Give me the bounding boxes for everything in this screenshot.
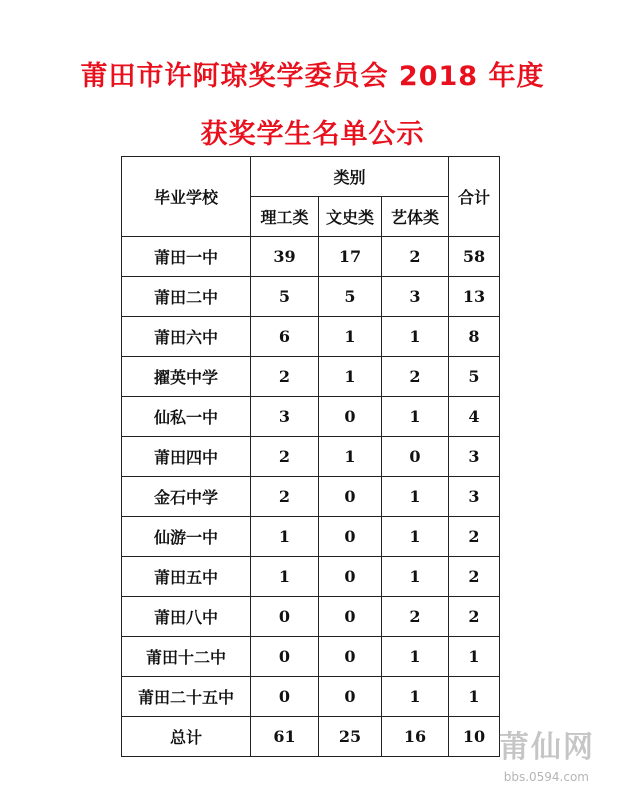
- watermark-url: bbs.0594.com: [503, 770, 589, 784]
- school-cell: 莆田二中: [122, 277, 251, 317]
- science-cell: 1: [251, 517, 319, 557]
- school-cell: 莆田六中: [122, 317, 251, 357]
- table-row: [122, 677, 500, 717]
- school-cell: 莆田十二中: [122, 637, 251, 677]
- liberal-cell: 0: [319, 477, 382, 517]
- arts-cell: 1: [382, 317, 449, 357]
- arts-cell: 1: [382, 397, 449, 437]
- total-cell: 8: [449, 317, 500, 357]
- table-row: [122, 357, 500, 397]
- table-row: [122, 597, 500, 637]
- arts-cell: 1: [382, 637, 449, 677]
- table-row: [122, 557, 500, 597]
- header-category: 类别: [251, 157, 449, 197]
- arts-cell: 2: [382, 237, 449, 277]
- school-cell: 擢英中学: [122, 357, 251, 397]
- header-arts: 艺体类: [382, 197, 449, 237]
- footer-liberal: 25: [319, 717, 382, 757]
- science-cell: 2: [251, 477, 319, 517]
- liberal-cell: 0: [319, 637, 382, 677]
- liberal-cell: 0: [319, 677, 382, 717]
- total-cell: 1: [449, 677, 500, 717]
- total-cell: 5: [449, 357, 500, 397]
- table-row: [122, 477, 500, 517]
- arts-cell: 1: [382, 557, 449, 597]
- total-cell: 2: [449, 597, 500, 637]
- school-cell: 莆田二十五中: [122, 677, 251, 717]
- table-row: [122, 437, 500, 477]
- arts-cell: 2: [382, 597, 449, 637]
- arts-cell: 2: [382, 357, 449, 397]
- liberal-cell: 0: [319, 597, 382, 637]
- school-cell: 莆田五中: [122, 557, 251, 597]
- liberal-cell: 1: [319, 357, 382, 397]
- school-cell: 金石中学: [122, 477, 251, 517]
- liberal-cell: 0: [319, 517, 382, 557]
- school-cell: 莆田八中: [122, 597, 251, 637]
- document-title: 莆田市许阿琼奖学委员会 2018 年度: [80, 61, 545, 92]
- total-cell: 4: [449, 397, 500, 437]
- liberal-cell: 17: [319, 237, 382, 277]
- school-cell: 仙私一中: [122, 397, 251, 437]
- science-cell: 2: [251, 437, 319, 477]
- award-table: [121, 156, 500, 757]
- science-cell: 2: [251, 357, 319, 397]
- watermark-logo: 莆仙网: [499, 730, 595, 765]
- science-cell: 1: [251, 557, 319, 597]
- table-row: [122, 517, 500, 557]
- total-cell: 3: [449, 437, 500, 477]
- science-cell: 3: [251, 397, 319, 437]
- arts-cell: 3: [382, 277, 449, 317]
- document-subtitle: 获奖学生名单公示: [200, 119, 425, 150]
- arts-cell: 1: [382, 677, 449, 717]
- table-row: [122, 237, 500, 277]
- school-cell: 莆田四中: [122, 437, 251, 477]
- science-cell: 5: [251, 277, 319, 317]
- header-total: 合计: [449, 157, 500, 237]
- liberal-cell: 0: [319, 557, 382, 597]
- total-cell: 3: [449, 477, 500, 517]
- table-footer-row: [122, 717, 500, 757]
- total-cell: 58: [449, 237, 500, 277]
- liberal-cell: 5: [319, 277, 382, 317]
- footer-arts: 16: [382, 717, 449, 757]
- arts-cell: 1: [382, 477, 449, 517]
- footer-label: 总计: [122, 717, 251, 757]
- table-row: [122, 317, 500, 357]
- science-cell: 0: [251, 677, 319, 717]
- arts-cell: 1: [382, 517, 449, 557]
- footer-total: 10: [449, 717, 500, 757]
- science-cell: 6: [251, 317, 319, 357]
- science-cell: 39: [251, 237, 319, 277]
- liberal-cell: 1: [319, 437, 382, 477]
- table-body: [122, 237, 500, 717]
- school-cell: 仙游一中: [122, 517, 251, 557]
- science-cell: 0: [251, 637, 319, 677]
- header-science: 理工类: [251, 197, 319, 237]
- total-cell: 2: [449, 517, 500, 557]
- header-liberal: 文史类: [319, 197, 382, 237]
- liberal-cell: 1: [319, 317, 382, 357]
- total-cell: 13: [449, 277, 500, 317]
- arts-cell: 0: [382, 437, 449, 477]
- header-school: 毕业学校: [122, 157, 251, 237]
- footer-science: 61: [251, 717, 319, 757]
- science-cell: 0: [251, 597, 319, 637]
- liberal-cell: 0: [319, 397, 382, 437]
- table-row: [122, 637, 500, 677]
- school-cell: 莆田一中: [122, 237, 251, 277]
- table-row: [122, 277, 500, 317]
- total-cell: 2: [449, 557, 500, 597]
- total-cell: 1: [449, 637, 500, 677]
- table-row: [122, 397, 500, 437]
